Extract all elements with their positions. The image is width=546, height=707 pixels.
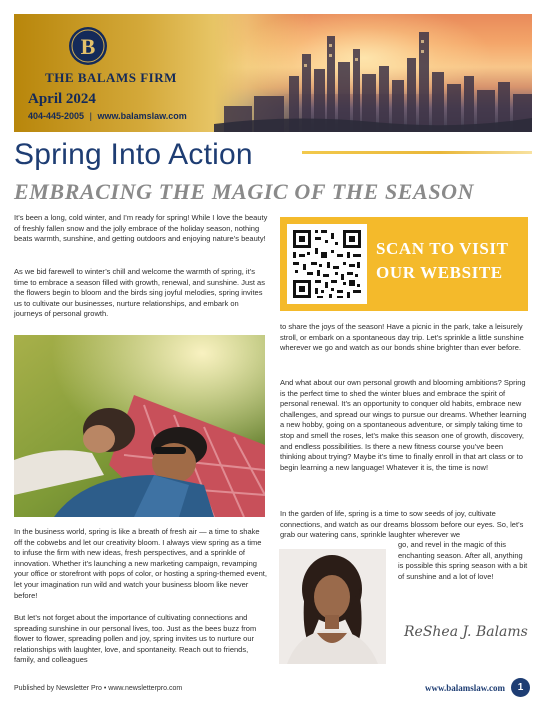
author-portrait-illustration (279, 549, 386, 664)
skyline-silhouette (214, 14, 532, 132)
qr-callout-text (376, 237, 524, 285)
page-number: 1 (511, 678, 530, 697)
contact-separator: | (89, 111, 92, 121)
qr-code-frame (287, 224, 367, 304)
contact-line (28, 111, 187, 121)
qr-callout-line-2: OUR WEBSITE (376, 263, 503, 282)
paragraph-4-continued: to share the joys of the season! Have a picnic in the park, take a leisurely stroll, or embark on a spontaneous day trip. Let’s sprinkle a little sunshine wherever we go and watch as our bonds shine brighter than ever before. (280, 322, 524, 353)
footer-website-link[interactable]: www.balamslaw.com (425, 683, 506, 693)
issue-date: April 2024 (28, 91, 96, 107)
qr-code-icon[interactable] (287, 224, 367, 304)
headline-rule (302, 151, 532, 154)
header-website: www.balamslaw.com (97, 111, 187, 121)
article-headline: Spring Into Action (14, 138, 253, 171)
logo-letter: B (80, 34, 96, 59)
phone-number: 404-445-2005 (28, 111, 85, 121)
firm-monogram-icon (68, 26, 108, 66)
couple-picnic-photo (14, 335, 265, 517)
paragraph-5: And what about our own personal growth and blooming ambitions? Spring is the perfect time to shed the winter blues and embrace the spirit of personal renewal. It’s an opportunity to conquer old habits, embrace new challenges, and spread our wings to pursue our dreams. Whether learning a new hobby, going on a spontaneous adventure, or simply taking time to stop and smell the roses, let’s make this season one of growth, discovery, and endless possibilities. Is there a new fitness course you’ve been thinking about trying? Maybe it’s time to finally enroll in that art class or to begin learning a new language! Whatever it is, the time is now! (280, 378, 527, 472)
paragraph-6-continued: go, and revel in the magic of this enchanting season. After all, anything is possible this spring season with a bit of sunshine and a lot of love! (398, 540, 528, 581)
paragraph-6: In the garden of life, spring is a time to sow seeds of joy, cultivate connections, and watch as our dreams blossom before our eyes. So, let’s grab our watering cans, sprinkle laughter wherever we (280, 509, 524, 540)
signature (400, 614, 530, 648)
paragraph-4: But let’s not forget about the importance of cultivating connections and spreading sunshine in our personal lives, too. Just as the bees buzz from flower to flower, spreading pollen and joy, spring invites us to nurture our relationships with laughter, love, and spontaneity. Reach out to friends, family, and colleagues (14, 613, 257, 665)
signature-text: ReShea J. Balams (404, 624, 528, 640)
paragraph-3: In the business world, spring is like a breath of fresh air — a time to shake off the cobwebs and let our creativity bloom. I always view spring as a time to infuse the firm with new ideas, fresh perspectives, and a sprinkle of innovation. Whether it’s launching a new marketing campaign, revamping your office or storefront with pops of color, or hosting a spring-themed event, let your imagination run wild and watch your business bloom like never before! (14, 527, 267, 600)
couple-picnic-illustration (14, 335, 265, 517)
firm-name: THE BALAMS FIRM (45, 70, 177, 85)
author-portrait (279, 549, 386, 664)
article-subheadline: EMBRACING THE MAGIC OF THE SEASON (14, 179, 475, 204)
paragraph-1: It’s been a long, cold winter, and I’m ready for spring! While I love the beauty of freshly fallen snow and the jolly embrace of the holiday season, nothing beats warmth, sunshine, and getting outdoors and enjoying nature’s beauty! (14, 213, 268, 244)
firm-logo (68, 26, 108, 66)
qr-callout[interactable] (280, 217, 528, 311)
paragraph-2: As we bid farewell to winter’s chill and welcome the warmth of spring, it’s time to embrace a season filled with growth, renewal, and sunshine. Just as the flowers begin to bloom and the birds sing joyful melodies, spring invites us to cultivate our businesses, nurture relationships, and embark on journeys of personal growth. (14, 267, 265, 319)
qr-callout-line-1: SCAN TO VISIT (376, 239, 509, 258)
publisher-credit: Published by Newsletter Pro • www.newsletterpro.com (14, 685, 183, 692)
masthead (14, 14, 532, 132)
